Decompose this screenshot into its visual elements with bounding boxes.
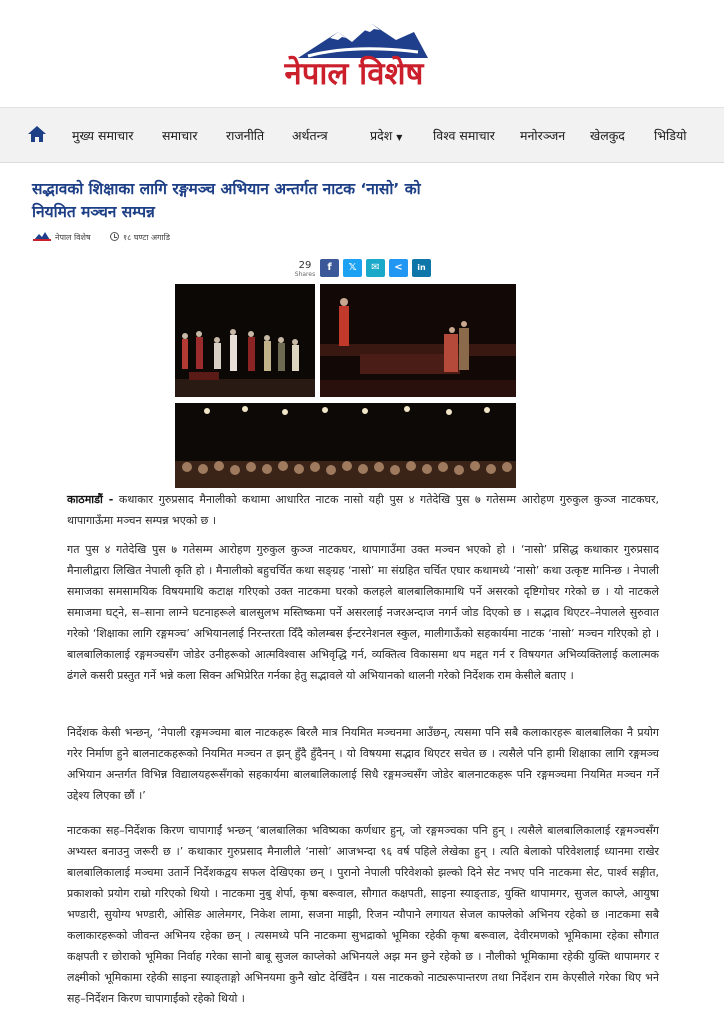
twitter-share-button[interactable] (343, 259, 362, 277)
home-icon[interactable] (28, 126, 46, 142)
linkedin-share-button[interactable] (412, 259, 431, 277)
article-photo-stage-scene (320, 284, 516, 397)
article-time: १८ घण्टा अगाडि (123, 233, 170, 242)
linkedin-icon: in (417, 263, 426, 272)
nav-item-entertainment[interactable]: मनोरञ्जन (520, 128, 566, 143)
nav-item-main-news[interactable]: मुख्य समाचार (72, 128, 134, 143)
email-share-button[interactable] (366, 259, 385, 277)
share-count-number: 29 (298, 260, 312, 271)
share-count (292, 260, 318, 278)
generic-share-button[interactable] (389, 259, 408, 277)
share-icon: < (394, 262, 403, 273)
nav-item-world-news[interactable]: विश्व समाचार (433, 128, 495, 143)
author-logo-icon (33, 231, 51, 241)
nav-item-economy[interactable]: अर्थतन्त्र (292, 128, 328, 143)
facebook-icon: f (327, 262, 332, 273)
site-header (0, 0, 724, 106)
clock-icon (110, 232, 119, 241)
lead-text: कथाकार गुरुप्रसाद मैनालीको कथामा आधारित नाटक नासो यही पुस ४ गतेदेखि पुस ७ गतेसम्म आरोहण गुरुकुल कुञ्ज नाटकघर, थापागाऊँमा मञ्चन सम्पन्न भएको छ । (67, 493, 659, 527)
nav-item-video[interactable]: भिडियो (654, 128, 687, 143)
nav-item-news[interactable]: समाचार (162, 128, 198, 143)
email-icon: ✉ (371, 262, 380, 273)
share-count-label: Shares (294, 271, 316, 278)
main-navigation (0, 107, 724, 163)
article-title: सद्भावको शिक्षाका लागि रङ्गमञ्च अभियान अन्तर्गत नाटक ‘नासो’ को नियमित मञ्चन सम्पन्न (32, 180, 421, 221)
article-author[interactable]: नेपाल विशेष (55, 233, 91, 242)
article-paragraph: नाटकका सह–निर्देशक किरण चापागाईं भन्छन् ‘बालबालिका भविष्यका कर्णधार हुन्, जो रङ्गमञ्चका पनि हुन् । त्यसैले बालबालिकालाई रङ्गमञ्चसँग अभ्यस्त बनाउनु जरूरी छ ।’ कथाकार गुरुप्रसाद मैनालीले ‘नासो’ आजभन्दा ९६ वर्ष पहिले लेखेका हुन् । त्यति बेलाको परिवेशलाई ध्यानमा राखेर बालबालिकालाई मञ्चमा उतार्ने निर्देशकद्वय सफल देखिएका छन् । पुरानो नेपाली परिवेशको झल्को दिने सेट नभए पनि नाटकमा सेट, पार्श्व सङ्गीत, प्रकाशको प्रयोग राम्रो गरिएको थियो । नाटकमा नुबु शेर्पा, कृषा बरूवाल, सौगात कक्षपती, साइना स्याङ्ताङ, युक्ति थापामगर, सुजल काप्ले, आयुषा भण्डारी, सुयोग्य भण्डारी, ओसिङ आलेमगर, निकेश लामा, सजना माझी, रिजन न्यौपाने लगायत सेजल काफ्लेको अभिनय रहेको छ ।नाटकमा सबै कलाकारहरूको जीवन्त अभिनय रहेका छन् । त्यसमध्ये पनि नाटकमा सुभद्राको भूमिका रहेकी कृषा बरूवाल, देवीरमणको भूमिकामा रहेका सौगात कक्षपती र छोराको भूमिका निर्वाह गरेका सानो बाबू सुजल काप्लेको अभिनयले अझ मन छुने रहेको छ । नौलीको भूमिकामा रहेकी युक्ति थापामगर र लक्ष्मीको भूमिकामा रहेकी साइना स्याङ्ताङ्गो अभिनयमा कुनै खोट देखिँदैन । यस नाटकको नाट्यरूपान्तरण तथा निर्देशन राम केएसीले गरेका थिए भने सह–निर्देशन किरण चापागाईंको रहेको थियो । (67, 824, 659, 1005)
lead-dateline: काठमाडौं - (67, 493, 114, 506)
article-photo-audience (175, 403, 516, 488)
nav-item-sports[interactable]: खेलकुद (590, 128, 625, 143)
article-lead-paragraph (67, 489, 659, 531)
nav-item-province-label: प्रदेश (370, 128, 393, 143)
nav-item-province[interactable] (370, 127, 402, 144)
facebook-share-button[interactable] (320, 259, 339, 277)
article-photo-stage-group (175, 284, 315, 397)
site-logo-text: नेपाल विशेष (284, 56, 424, 92)
chevron-down-icon: ▼ (396, 133, 403, 142)
article-paragraph: गत पुस ४ गतेदेखि पुस ७ गतेसम्म आरोहण गुरुकुल कुञ्ज नाटकघर, थापागाउँमा उक्त मञ्चन भएको हो । ‘नासो’ प्रसिद्ध कथाकार गुरुप्रसाद मैनालीद्वारा लिखित नेपाली कृति हो । मैनालीको बहुचर्चित कथा सङ्ग्रह ‘नासो’ मा संग्रहित चर्चित एघार कथामध्ये ‘नासो’ कथा उत्कृष्ट मानिन्छ । नेपाली समाजका समसामयिक विषयमाथि कटाक्ष गरिएको उक्त नाटकमा घरको कलहले बालबालिकामाथि पर्ने असरको दृष्टिगोचर गरेको छ । यो नाटकले समाजमा घट्ने, स–साना लाग्ने घटनाहरूले बालसुलभ मस्तिष्कमा पर्ने असरलाई नजरअन्दाज नगर्न जोड दिएको छ । सद्भाव थिएटर–नेपालले सुरुवात गरेको ‘शिक्षाका लागि रङ्गमञ्च’ अभियानलाई निरन्तरता दिँदै कोलम्बस ईन्टरनेशनल स्कुल, मालीगाऊँको सहकार्यमा नाटक ‘नासो’ मञ्चन गरिएको हो । बालबालिकालाई रङ्गमञ्चसँग जोडेर उनीहरूको आत्मविश्वास अभिवृद्धि गर्न, व्यक्तित्व विकासमा थप मद्दत गर्न र विषयगत अभिव्यक्तिलाई कलात्मक ढंगले कसरी प्रस्तुत गर्ने भन्ने कला सिक्न अभिप्रेरित गर्नका हेतु सद्भावले यो अभियानको थालनी गरेको निर्देशक राम केसीले बताए । (67, 543, 659, 682)
site-logo[interactable] (268, 22, 440, 96)
twitter-icon: 𝕏 (348, 262, 357, 273)
nav-item-politics[interactable]: राजनीति (226, 128, 265, 143)
article-paragraph: निर्देशक केसी भन्छन्, ‘नेपाली रङ्गमञ्चमा बाल नाटकहरू बिरलै मात्र नियमित मञ्चनमा आउँछन्, त्यसमा पनि सबै कलाकारहरू बालबालिका नै प्रयोग गरेर निर्माण हुने बालनाटकहरूको नियमित मञ्चन त झन् हुँदै हुँदैनन् । यो विषयमा सद्भाव थिएटर सचेत छ । त्यसैले पनि हामी शिक्षाका लागि रङ्गमञ्च अभियान अन्तर्गत विभिन्न विद्यालयहरूसँगको सहकार्यमा बालबालिकालाई सिधै रङ्गमञ्चसँग जोडेर बालनाटकहरू पनि रङ्गमञ्चमा नियमित मञ्चन गर्ने उद्देश्य लिएका छौं ।’ (67, 726, 659, 802)
